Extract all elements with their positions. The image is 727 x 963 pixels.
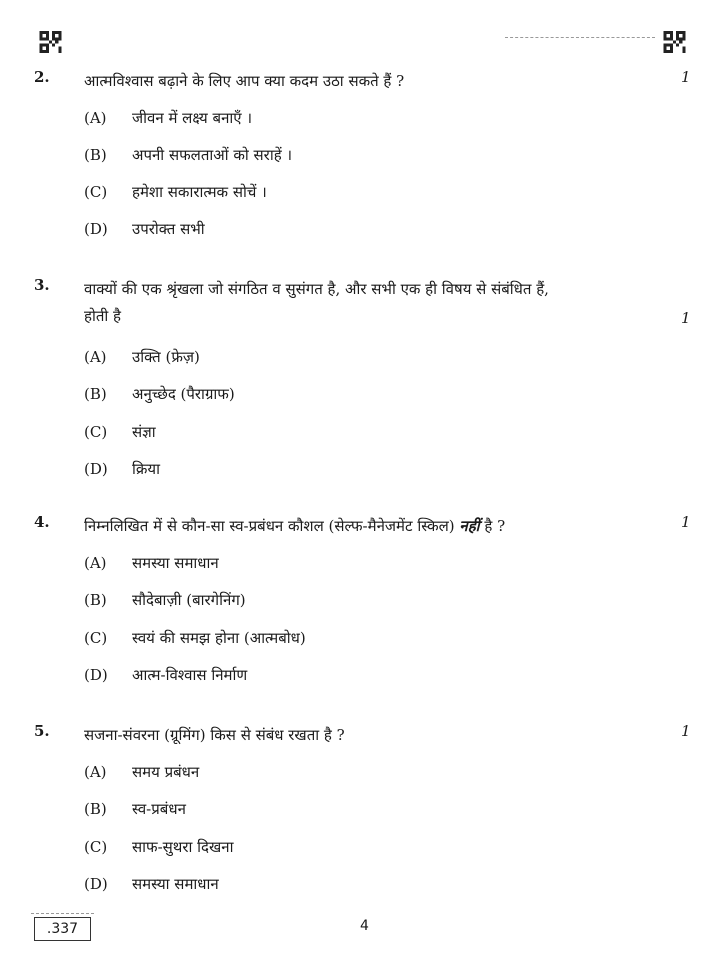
emphasis-text: नहीं xyxy=(459,517,480,535)
option-a: (A) समस्या समाधान xyxy=(84,554,219,572)
question-marks: 1 xyxy=(681,722,691,740)
option-c: (C) हमेशा सकारात्मक सोचें । xyxy=(84,183,267,201)
question-text: निम्नलिखित में से कौन-सा स्व-प्रबंधन कौशल (सेल्फ-मैनेजमेंट स्किल) नहीं है ? xyxy=(84,517,506,535)
option-a: (A) समय प्रबंधन xyxy=(84,763,200,781)
option-d: (D) उपरोक्त सभी xyxy=(84,220,205,238)
option-d: (D) समस्या समाधान xyxy=(84,875,219,893)
option-d: (D) क्रिया xyxy=(84,460,160,478)
question-number: 5. xyxy=(34,722,50,740)
header-divider xyxy=(505,37,655,38)
question-text: आत्मविश्वास बढ़ाने के लिए आप क्या कदम उठा सकते हैं ? xyxy=(84,72,405,90)
question-text: सजना-संवरना (ग्रूमिंग) किस से संबंध रखता है ? xyxy=(84,726,345,744)
option-a: (A) उक्ति (फ्रेज़) xyxy=(84,348,200,366)
question-number: 3. xyxy=(34,276,50,294)
option-b: (B) सौदेबाज़ी (बारगेनिंग) xyxy=(84,591,246,609)
option-c: (C) संज्ञा xyxy=(84,423,156,441)
question-number: 2. xyxy=(34,68,50,86)
option-d: (D) आत्म-विश्वास निर्माण xyxy=(84,666,248,684)
option-c: (C) साफ-सुथरा दिखना xyxy=(84,838,234,856)
page-number: 4 xyxy=(360,918,369,934)
question-marks: 1 xyxy=(681,309,691,327)
question-marks: 1 xyxy=(681,513,691,531)
option-b: (B) अनुच्छेद (पैराग्राफ) xyxy=(84,385,235,403)
question-text: वाक्यों की एक श्रृंखला जो संगठित व सुसंगत है, और सभी एक ही विषय से संबंधित हैं, होती है xyxy=(84,280,549,325)
option-b: (B) अपनी सफलताओं को सराहें । xyxy=(84,146,293,164)
option-a: (A) जीवन में लक्ष्य बनाएँ । xyxy=(84,109,253,127)
qr-code-icon xyxy=(662,31,687,53)
option-c: (C) स्वयं की समझ होना (आत्मबोध) xyxy=(84,629,306,647)
option-b: (B) स्व-प्रबंधन xyxy=(84,800,186,818)
question-marks: 1 xyxy=(681,68,691,86)
question-number: 4. xyxy=(34,513,50,531)
qr-code-icon xyxy=(38,31,63,53)
paper-code: .337 xyxy=(34,917,91,941)
